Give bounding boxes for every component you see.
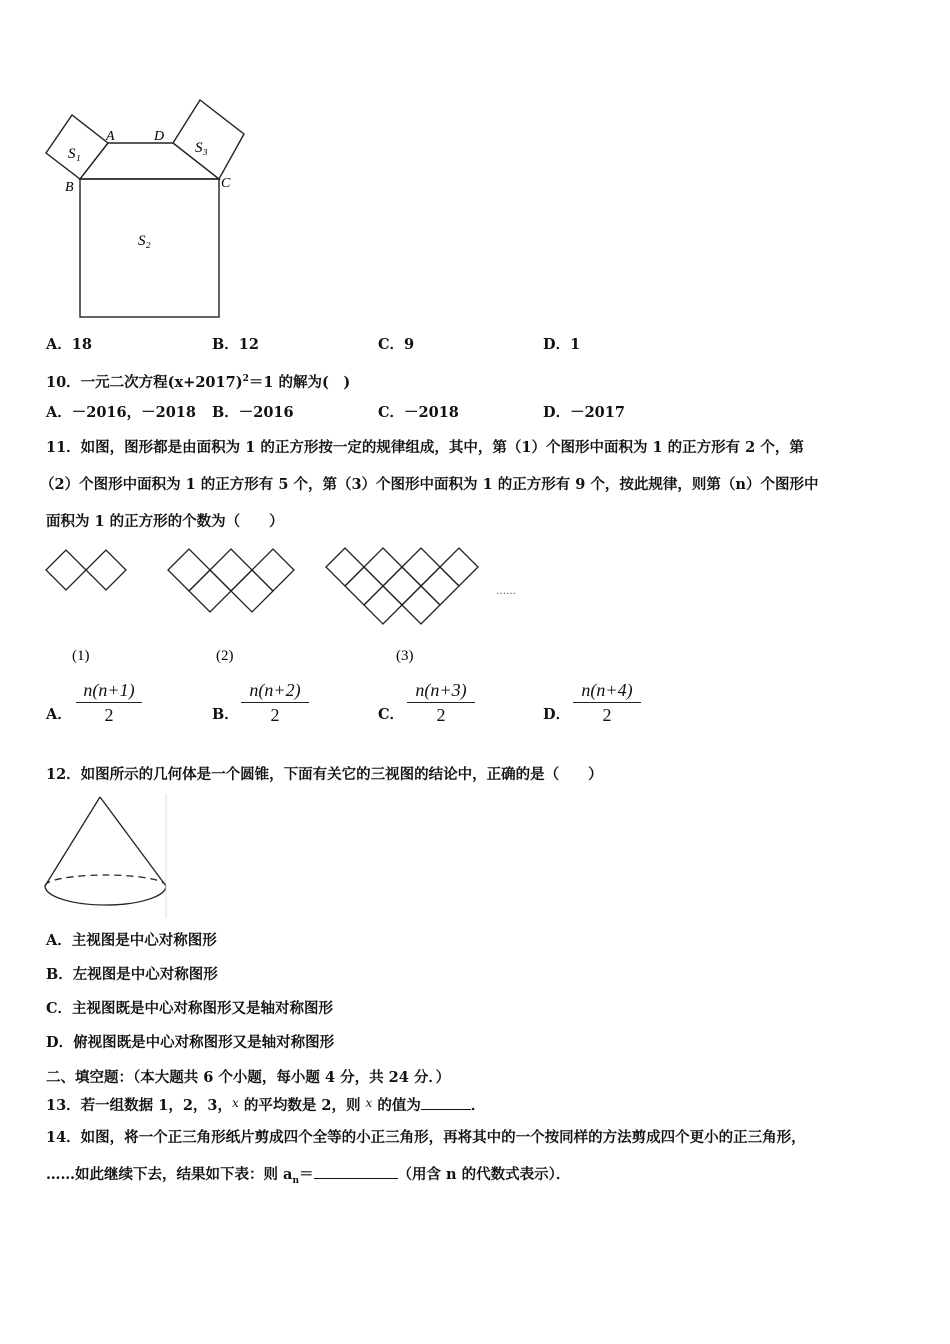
q12-cone-figure	[42, 794, 172, 918]
label-a: A	[106, 129, 115, 144]
q11-label-3: (3)	[396, 648, 414, 664]
q10-exponent: 2	[242, 374, 249, 384]
q11-pattern-1	[46, 550, 126, 590]
q9-option-a[interactable]: A．18	[46, 336, 92, 353]
q11-option-a-denominator: 2	[104, 705, 114, 725]
q11-option-a-letter[interactable]: A．	[46, 706, 72, 723]
q11-label-1: (1)	[72, 648, 90, 664]
q11-option-d-numerator: n(n+4)	[573, 678, 641, 703]
q9-option-c[interactable]: C．9	[378, 336, 415, 353]
q14-line-2	[46, 1164, 570, 1191]
q11-option-b-denominator: 2	[270, 705, 280, 725]
q13-var-x2: x	[365, 1096, 373, 1110]
q11-option-c-numerator: n(n+3)	[407, 678, 475, 703]
q11-label-2: (2)	[216, 648, 234, 664]
q10-option-d[interactable]: D．－2017	[543, 404, 625, 421]
q11-ellipsis: ……	[496, 586, 516, 597]
label-c: C	[221, 176, 231, 191]
q12-stem: 12．如图所示的几何体是一个圆锥，下面有关它的三视图的结论中，正确的是（ ）	[46, 766, 603, 783]
q11-option-c-letter[interactable]: C．	[378, 706, 405, 723]
q11-option-d-letter[interactable]: D．	[543, 706, 571, 723]
q10-option-c[interactable]: C．－2018	[378, 404, 459, 421]
q14-line-2-before: ……如此继续下去，结果如下表：则 a	[46, 1166, 293, 1183]
q12-option-c[interactable]: C．主视图既是中心对称图形又是轴对称图形	[46, 1000, 334, 1017]
q11-option-b-numerator: n(n+2)	[241, 678, 309, 703]
q9-option-b[interactable]: B．12	[212, 336, 259, 353]
q13-stem	[46, 1093, 485, 1116]
q13-before: 13．若一组数据 1，2，3，	[46, 1097, 232, 1114]
q14-line-2-after: （用含 n 的代数式表示）．	[397, 1166, 571, 1183]
q10-stem-after: ＝1 的解为( )	[248, 373, 351, 391]
label-s1: S₁	[68, 146, 81, 162]
q11-line-1: 11．如图，图形都是由面积为 1 的正方形按一定的规律组成，其中，第（1）个图形中面积为 1 的正方形有 2 个，第	[46, 439, 804, 456]
label-s2: S₂	[138, 233, 151, 249]
square-s3	[173, 100, 244, 179]
label-s3: S₃	[195, 140, 208, 156]
q11-option-c-denominator: 2	[436, 705, 446, 725]
q14-subscript-n: n	[292, 1175, 299, 1186]
q11-option-d-fraction[interactable]	[573, 678, 641, 727]
q11-option-b-letter[interactable]: B．	[212, 706, 239, 723]
q13-answer-blank[interactable]	[421, 1095, 471, 1110]
q14-line-2-mid: ＝	[299, 1166, 314, 1183]
q11-option-d-denominator: 2	[602, 705, 612, 725]
q11-pattern-3	[326, 548, 478, 624]
label-b: B	[65, 180, 74, 195]
q9-option-d[interactable]: D．1	[543, 336, 581, 353]
q11-option-a-fraction[interactable]	[76, 678, 142, 727]
label-d: D	[154, 129, 165, 144]
q13-middle: 的平均数是 2，则	[238, 1097, 366, 1114]
q10-stem	[46, 369, 350, 393]
q11-line-2: （2）个图形中面积为 1 的正方形有 5 个，第（3）个图形中面积为 1 的正方形有 9 个，按此规律，则第（n）个图形中	[40, 476, 819, 493]
q10-option-b[interactable]: B．－2016	[212, 404, 294, 421]
q11-figure	[40, 542, 540, 672]
q14-answer-blank[interactable]	[314, 1164, 398, 1179]
q10-option-a[interactable]: A．－2016，－2018	[46, 404, 196, 421]
section-2-title: 二、填空题：（本大题共 6 个小题，每小题 4 分，共 24 分．）	[46, 1069, 451, 1086]
q9-figure	[40, 95, 300, 325]
q13-end: ．	[470, 1097, 486, 1114]
q12-option-a[interactable]: A．主视图是中心对称图形	[46, 932, 217, 949]
q13-after: 的值为	[372, 1097, 421, 1114]
q12-option-b[interactable]: B．左视图是中心对称图形	[46, 966, 218, 983]
q11-option-c-fraction[interactable]	[407, 678, 475, 727]
q14-line-1: 14．如图，将一个正三角形纸片剪成四个全等的小正三角形，再将其中的一个按同样的方法剪成四个更小的正三角形，	[46, 1129, 806, 1146]
q11-pattern-2	[168, 549, 294, 612]
q11-line-3: 面积为 1 的正方形的个数为（ ）	[46, 513, 284, 530]
q12-option-d[interactable]: D．俯视图既是中心对称图形又是轴对称图形	[46, 1034, 335, 1051]
q13-var-x1: x	[232, 1096, 239, 1110]
q11-option-a-numerator: n(n+1)	[76, 678, 142, 703]
q10-stem-before: 10．一元二次方程(x+2017)	[46, 373, 243, 391]
q11-option-b-fraction[interactable]	[241, 678, 309, 727]
